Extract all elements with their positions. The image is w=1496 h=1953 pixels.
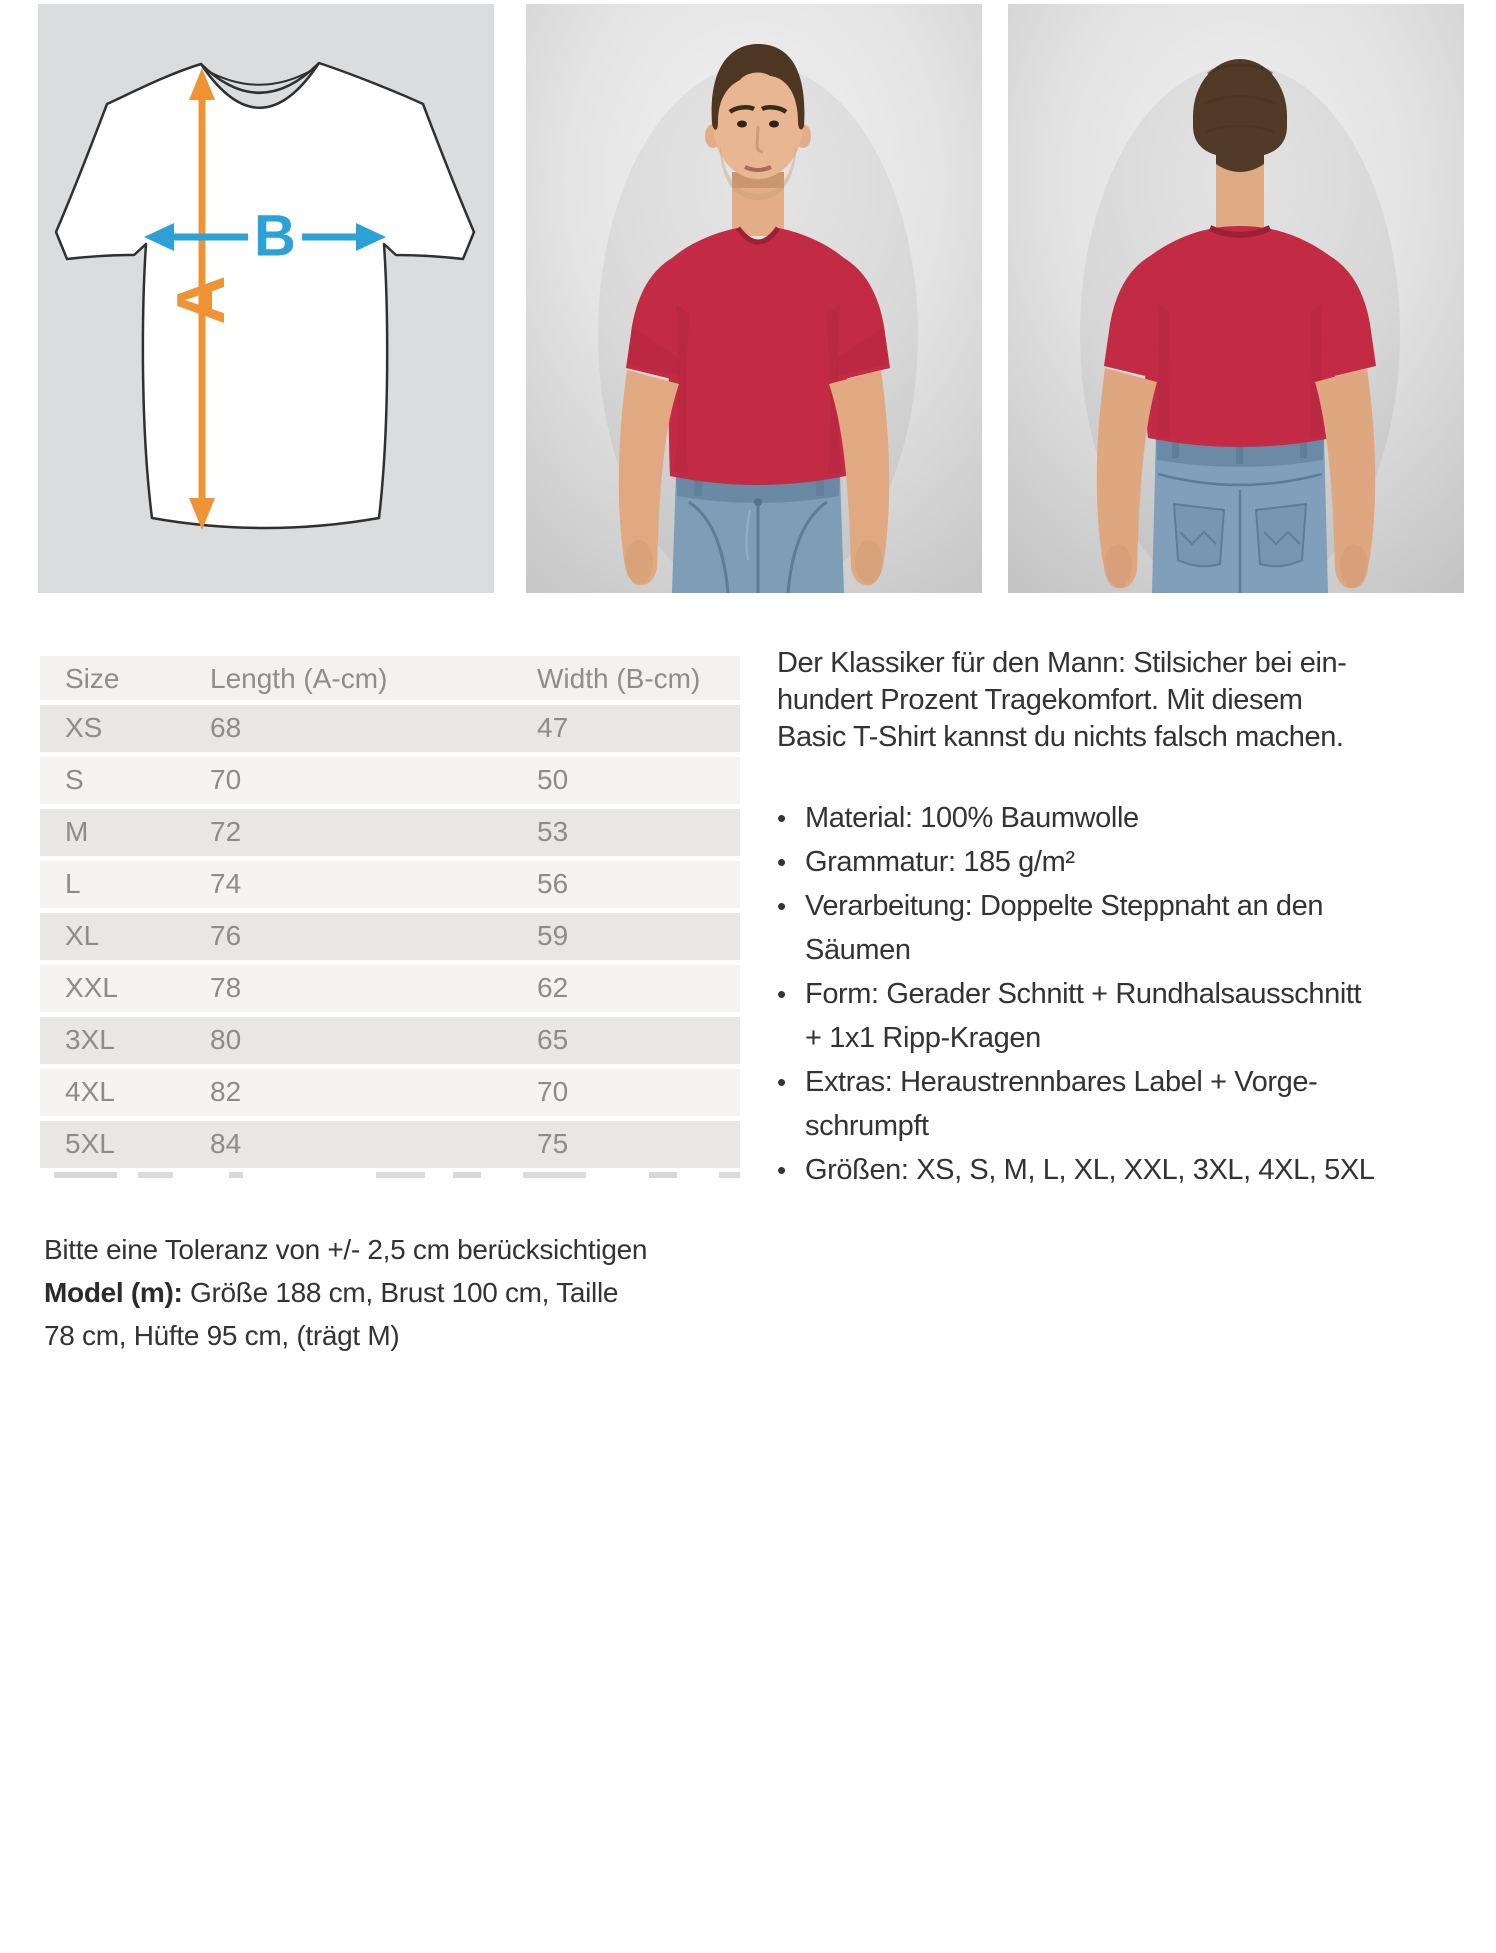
- table-row: 3XL 80 65: [40, 1017, 740, 1064]
- tshirt-measure-diagram: [38, 4, 494, 593]
- spec-bullet-list: [777, 796, 1467, 1192]
- spec-item-grammatur: • Grammatur: 185 g/m²: [777, 840, 1467, 884]
- bullet-icon: •: [777, 891, 787, 921]
- spec-item-material: • Material: 100% Baumwolle: [777, 796, 1467, 840]
- bullet-icon: •: [777, 1155, 787, 1185]
- tolerance-line: Bitte eine Toleranz von +/- 2,5 cm berücksichtigen: [44, 1234, 648, 1265]
- model-back-photo[interactable]: [1008, 4, 1464, 593]
- model-front-photo[interactable]: [526, 4, 982, 593]
- jeans-back: [1152, 434, 1328, 593]
- label-a: A: [162, 275, 239, 325]
- table-row: XXL 78 62: [40, 965, 740, 1012]
- model-front-illustration: [526, 4, 982, 593]
- table-row: S 70 50: [40, 757, 740, 804]
- size-table: [40, 656, 740, 1173]
- spec-item-form: • Form: Gerader Schnitt + Rundhalsausschnitt + 1x1 Ripp-Kragen: [777, 972, 1467, 1060]
- spec-item-groessen: • Größen: XS, S, M, L, XL, XXL, 3XL, 4XL, 5XL: [777, 1148, 1467, 1192]
- table-row: L 74 56: [40, 861, 740, 908]
- tolerance-note: [44, 1228, 704, 1357]
- size-diagram-image[interactable]: [38, 4, 494, 593]
- description-intro: Der Klassiker für den Mann: Stilsicher bei ein- hundert Prozent Tragekomfort. Mit diesem Basic T-Shirt kannst du nichts falsch machen.: [777, 647, 1347, 753]
- header-width: Width (B-cm): [537, 663, 701, 694]
- right-eye: [769, 121, 779, 128]
- truncated-table-row: [40, 1172, 740, 1178]
- jeans-front: [672, 474, 844, 593]
- table-row: M 72 53: [40, 809, 740, 856]
- left-eye: [737, 121, 747, 128]
- model-label: Model (m):: [44, 1277, 183, 1308]
- table-row: 5XL 84 75: [40, 1121, 740, 1168]
- table-row: XS 68 47: [40, 705, 740, 752]
- table-row: XL 76 59: [40, 913, 740, 960]
- model-info-line1: Model (m): Größe 188 cm, Brust 100 cm, Taille: [44, 1277, 619, 1308]
- header-size: Size: [65, 663, 120, 694]
- neck: [732, 172, 784, 236]
- table-row: 4XL 82 70: [40, 1069, 740, 1116]
- header-length: Length (A-cm): [210, 663, 388, 694]
- bullet-icon: •: [777, 847, 787, 877]
- size-table-header: [40, 656, 740, 700]
- bullet-icon: •: [777, 1067, 787, 1097]
- bullet-icon: •: [777, 979, 787, 1009]
- spec-item-verarbeitung: • Verarbeitung: Doppelte Steppnaht an den Säumen: [777, 884, 1467, 972]
- model-back-illustration: [1008, 4, 1464, 593]
- spec-item-extras: • Extras: Heraustrennbares Label + Vorge- schrumpft: [777, 1060, 1467, 1148]
- label-b: B: [254, 203, 296, 269]
- bullet-icon: •: [777, 803, 787, 833]
- product-description: [777, 645, 1467, 1192]
- model-info-line2: 78 cm, Hüfte 95 cm, (trägt M): [44, 1320, 400, 1351]
